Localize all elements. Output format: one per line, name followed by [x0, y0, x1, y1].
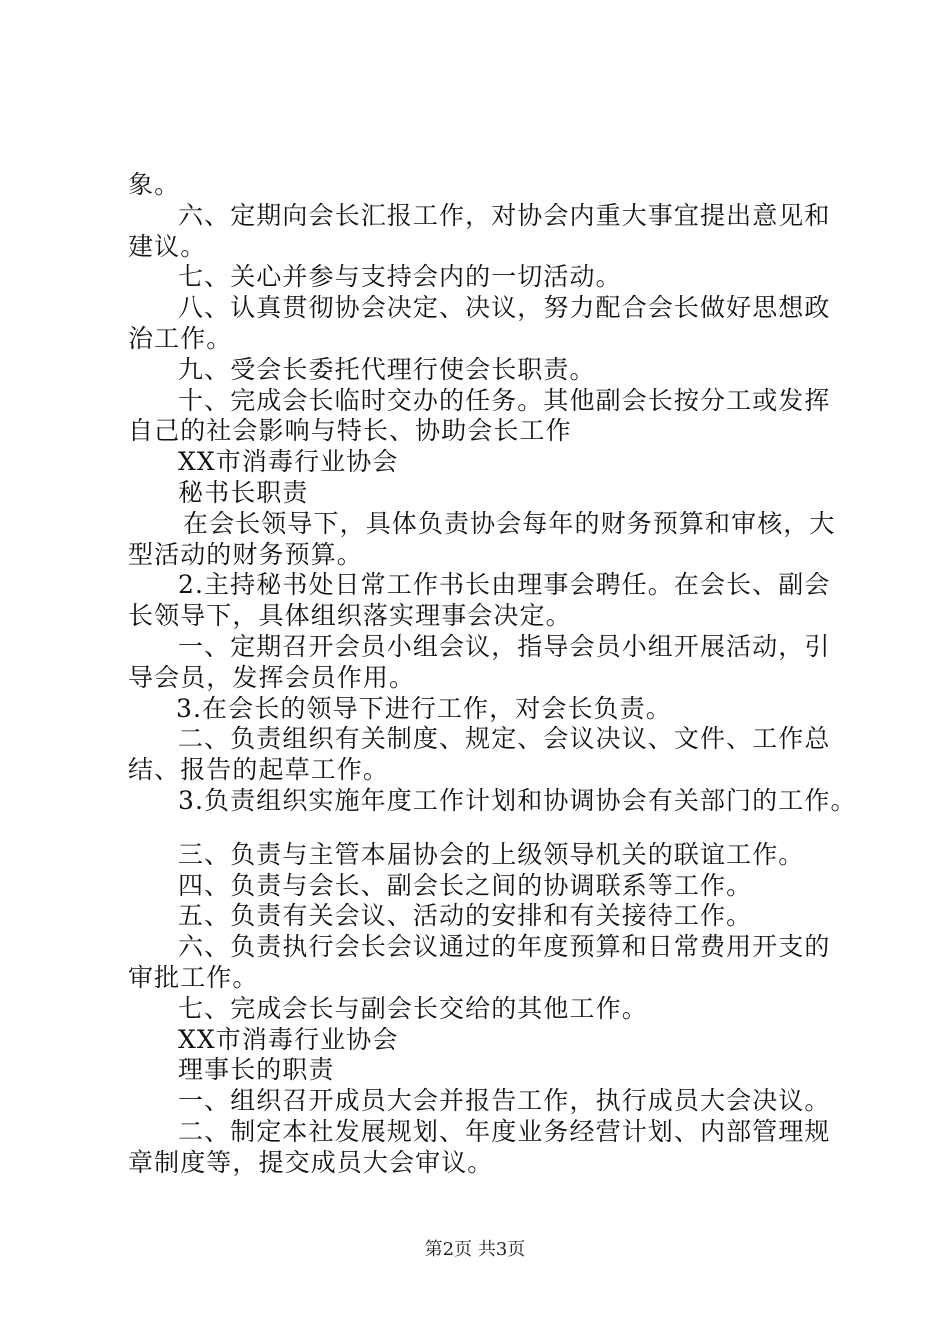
text-line: 2.主持秘书处日常工作书长由理事会聘任。在会长、副会: [178, 570, 831, 600]
text-line: 一、组织召开成员大会并报告工作，执行成员大会决议。: [178, 1086, 831, 1116]
text-line: 导会员，发挥会员作用。: [128, 662, 416, 692]
text-line: 二、制定本社发展规划、年度业务经营计划、内部管理规: [178, 1116, 831, 1146]
organization-name: XX市消毒行业协会: [178, 447, 399, 477]
text-line: 审批工作。: [128, 962, 259, 992]
text-line: 十、完成会长临时交办的任务。其他副会长按分工或发挥: [178, 385, 831, 415]
text-line: 3.在会长的领导下进行工作，对会长负责。: [176, 693, 672, 723]
text-line: 3.负责组织实施年度工作计划和协调协会有关部门的工作。: [178, 785, 857, 815]
text-line: 六、负责执行会长会议通过的年度预算和日常费用开支的: [178, 932, 831, 962]
text-line: 章制度等，提交成员大会审议。: [128, 1147, 494, 1177]
text-line: 九、受会长委托代理行使会长职责。: [178, 354, 596, 384]
text-line: 七、完成会长与副会长交给的其他工作。: [178, 993, 648, 1023]
paragraph-gap: [128, 817, 848, 840]
text-line: 二、负责组织有关制度、规定、会议决议、文件、工作总: [178, 724, 831, 754]
text-line: 一、定期召开会员小组会议，指导会员小组开展活动，引: [178, 631, 831, 661]
text-line: 结、报告的起草工作。: [128, 755, 390, 785]
text-line: 四、负责与会长、副会长之间的协调联系等工作。: [178, 870, 753, 900]
text-line: 七、关心并参与支持会内的一切活动。: [178, 262, 622, 292]
text-line: 六、定期向会长汇报工作，对协会内重大事宜提出意见和: [178, 200, 831, 230]
text-line: 长领导下，具体组织落实理事会决定。: [128, 601, 572, 631]
text-line: 三、负责与主管本届协会的上级领导机关的联谊工作。: [178, 839, 805, 869]
text-line: 在会长领导下，具体负责协会每年的财务预算和审核，大: [183, 508, 836, 538]
text-line: 建议。: [128, 231, 207, 261]
organization-name: XX市消毒行业协会: [178, 1024, 399, 1054]
text-line: 型活动的财务预算。: [128, 539, 363, 569]
section-heading: 理事长的职责: [178, 1055, 335, 1085]
text-line: 八、认真贯彻协会决定、决议，努力配合会长做好思想政: [178, 293, 831, 323]
section-heading: 秘书长职责: [178, 477, 309, 507]
text-line: 象。: [128, 170, 181, 199]
text-line: 五、负责有关会议、活动的安排和有关接待工作。: [178, 901, 753, 931]
text-line: 自己的社会影响与特长、协助会长工作: [128, 416, 572, 446]
page-number: 第2页 共3页: [424, 1239, 526, 1260]
text-line: 治工作。: [128, 323, 233, 353]
document-body: [128, 170, 857, 1179]
